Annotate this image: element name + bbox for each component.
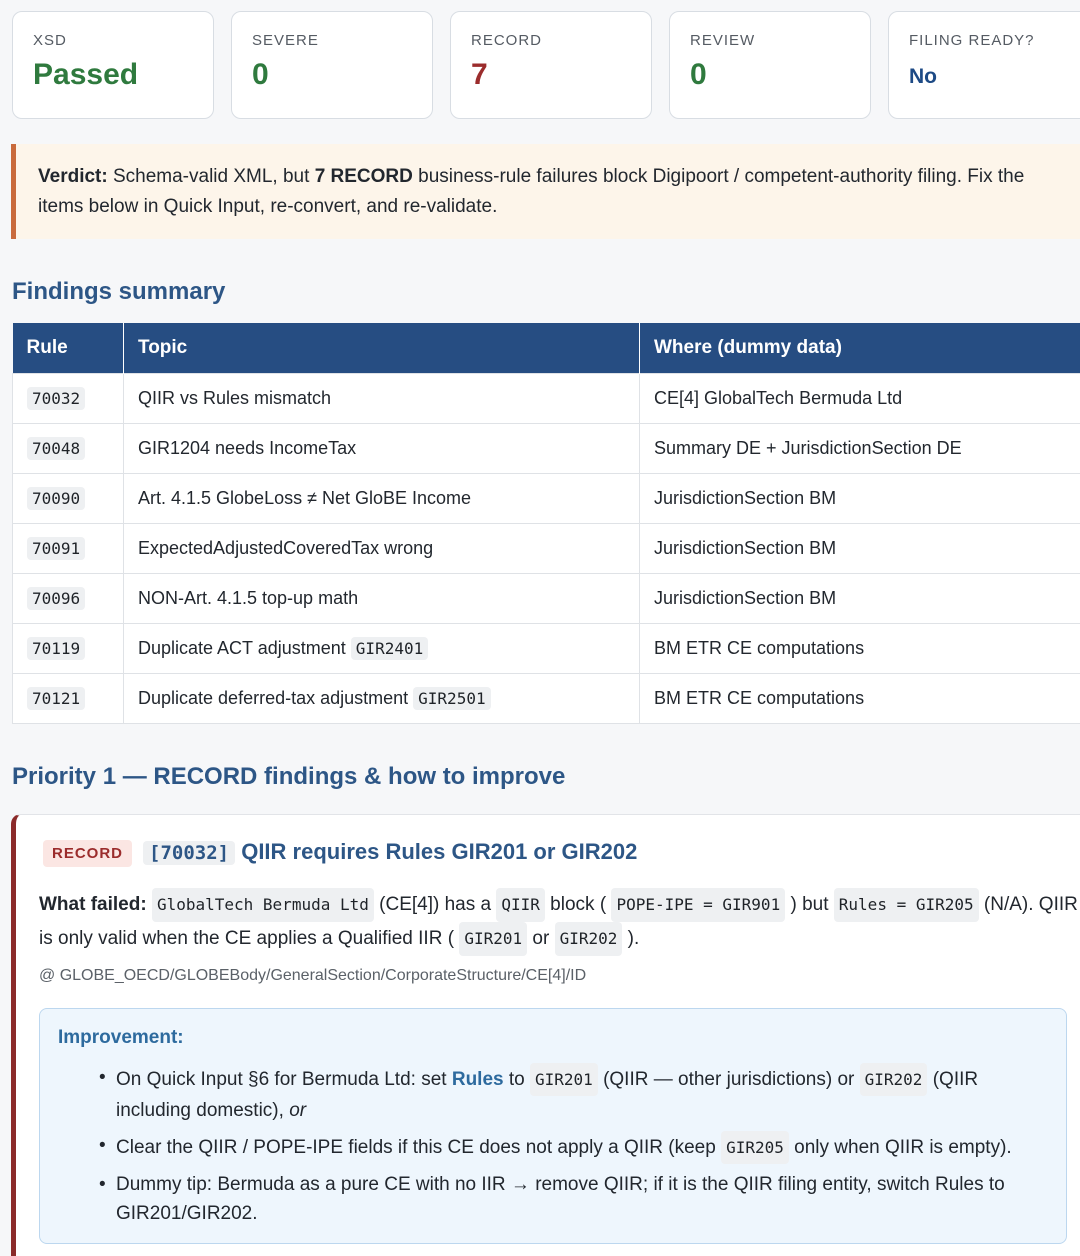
failed-text: (CE[4]) has a <box>373 894 497 915</box>
finding-code: [70032] <box>143 841 235 865</box>
card-value: No <box>909 65 937 88</box>
rules-field-link[interactable]: Rules <box>451 1069 504 1090</box>
filing-ready-card <box>888 11 1080 119</box>
topic-cell <box>124 473 640 523</box>
topic-text: ExpectedAdjustedCoveredTax wrong <box>138 537 434 558</box>
card-label: XSD <box>33 32 67 49</box>
topic-cell <box>124 523 640 573</box>
severe-card <box>231 11 433 119</box>
failed-text: (N/A). QIIR is only valid when the CE applies a Qualified IIR ( <box>39 894 1078 949</box>
verdict-label: Verdict: <box>38 166 108 187</box>
table-row <box>13 423 1080 473</box>
card-label: SEVERE <box>252 32 319 49</box>
card-value: Passed <box>33 58 139 91</box>
verdict-banner <box>11 144 1080 239</box>
topic-cell <box>124 573 640 623</box>
where-cell: BM ETR CE computations <box>640 673 1080 723</box>
gir205-code: GIR205 <box>721 1131 789 1164</box>
record-card <box>450 11 652 119</box>
topic-code: GIR2501 <box>413 687 490 710</box>
where-cell: Summary DE + JurisdictionSection DE <box>640 423 1080 473</box>
rule-code: 70119 <box>27 637 85 660</box>
what-failed <box>39 888 1079 956</box>
where-cell: CE[4] GlobalTech Bermuda Ltd <box>640 373 1080 423</box>
where-cell: BM ETR CE computations <box>640 623 1080 673</box>
verdict-text: business-rule failures block Digipoort / competent-authority filing. Fix the items below in Quick Input, re-convert, and re-validate. <box>38 166 1025 217</box>
rule-code: 70121 <box>27 687 85 710</box>
review-card <box>669 11 871 119</box>
gir202-code: GIR202 <box>860 1063 928 1096</box>
topic-cell <box>124 423 640 473</box>
card-value: 0 <box>252 58 269 91</box>
xml-path: @ GLOBE_OECD/GLOBEBody/GeneralSection/CorporateStructure/CE[4]/ID <box>39 967 587 984</box>
gir201-code: GIR201 <box>459 922 527 956</box>
rule-cell <box>13 473 124 523</box>
card-label: REVIEW <box>690 32 756 49</box>
column-header-rule: Rule <box>13 323 124 373</box>
table-row <box>13 473 1080 523</box>
rule-cell <box>13 423 124 473</box>
rule-cell <box>13 573 124 623</box>
rule-code: 70048 <box>27 437 85 460</box>
where-cell: JurisdictionSection BM <box>640 523 1080 573</box>
finding-card <box>11 814 1080 1256</box>
finding-title <box>143 839 637 865</box>
column-header-topic: Topic <box>124 323 640 373</box>
topic-cell <box>124 673 640 723</box>
failed-text: or <box>527 928 555 949</box>
failed-text: block ( <box>544 894 612 915</box>
topic-cell <box>124 623 640 673</box>
where-cell: JurisdictionSection BM <box>640 473 1080 523</box>
failed-text: ). <box>622 928 640 949</box>
table-header-row <box>13 323 1080 373</box>
priority-heading: Priority 1 — RECORD findings & how to improve <box>12 763 566 790</box>
failed-text: ) but <box>785 894 834 915</box>
entity-code: GlobalTech Bermuda Ltd <box>152 888 374 922</box>
rule-cell <box>13 523 124 573</box>
gir201-code: GIR201 <box>530 1063 598 1096</box>
verdict-text: Schema-valid XML, but <box>107 166 315 187</box>
record-badge: RECORD <box>43 840 132 867</box>
item-text: to <box>503 1069 530 1090</box>
column-header-where: Where (dummy data) <box>640 323 1080 373</box>
improvement-title: Improvement: <box>58 1027 184 1048</box>
card-value: 7 <box>471 58 488 91</box>
card-label: RECORD <box>471 32 543 49</box>
rule-code: 70096 <box>27 587 85 610</box>
table-row <box>13 673 1080 723</box>
item-text: (QIIR including domestic), <box>116 1069 979 1121</box>
findings-table <box>12 323 1080 724</box>
rule-code: 70032 <box>27 387 85 410</box>
card-label: FILING READY? <box>909 32 1035 49</box>
topic-text: Art. 4.1.5 GlobeLoss ≠ Net GloBE Income <box>138 487 472 508</box>
item-text: Clear the QIIR / POPE-IPE fields if this CE does not apply a QIIR (keep <box>116 1137 722 1158</box>
rule-cell <box>13 373 124 423</box>
where-cell: JurisdictionSection BM <box>640 573 1080 623</box>
list-item <box>116 1170 1048 1228</box>
item-text: (QIIR — other jurisdictions) or <box>597 1069 860 1090</box>
topic-code: GIR2401 <box>351 637 428 660</box>
summary-cards <box>12 11 1080 119</box>
improvement-list <box>58 1063 1048 1228</box>
item-text: Dummy tip: Bermuda as a pure CE with no IIR → remove QIIR; if it is the QIIR filing entity, switch Rules to GIR201/GIR202. <box>116 1174 1005 1224</box>
table-row <box>13 623 1080 673</box>
topic-text: NON-Art. 4.1.5 top-up math <box>138 587 359 608</box>
qiir-code: QIIR <box>496 888 545 922</box>
list-item <box>116 1063 1048 1125</box>
xsd-card <box>12 11 214 119</box>
topic-text: Duplicate deferred-tax adjustment <box>138 687 409 708</box>
table-row <box>13 373 1080 423</box>
verdict-count: 7 RECORD <box>314 166 413 187</box>
topic-text: GIR1204 needs IncomeTax <box>138 437 357 458</box>
what-failed-label: What failed: <box>39 894 147 915</box>
rules-code: Rules = GIR205 <box>834 888 979 922</box>
topic-text: QIIR vs Rules mismatch <box>138 387 332 408</box>
card-value: 0 <box>690 58 707 91</box>
topic-cell <box>124 373 640 423</box>
item-text: On Quick Input §6 for Bermuda Ltd: set <box>116 1069 452 1090</box>
rule-code: 70091 <box>27 537 85 560</box>
rule-cell <box>13 673 124 723</box>
pope-ipe-code: POPE-IPE = GIR901 <box>611 888 785 922</box>
finding-title-text: QIIR requires Rules GIR201 or GIR202 <box>241 839 638 864</box>
table-row <box>13 573 1080 623</box>
gir202-code: GIR202 <box>555 922 623 956</box>
list-item <box>116 1131 1048 1164</box>
rule-code: 70090 <box>27 487 85 510</box>
item-emphasis: or <box>289 1100 307 1121</box>
topic-text: Duplicate ACT adjustment <box>138 637 346 658</box>
table-row <box>13 523 1080 573</box>
item-text: only when QIIR is empty). <box>788 1137 1012 1158</box>
findings-summary-heading: Findings summary <box>12 278 226 305</box>
improvement-box <box>39 1008 1067 1244</box>
rule-cell <box>13 623 124 673</box>
